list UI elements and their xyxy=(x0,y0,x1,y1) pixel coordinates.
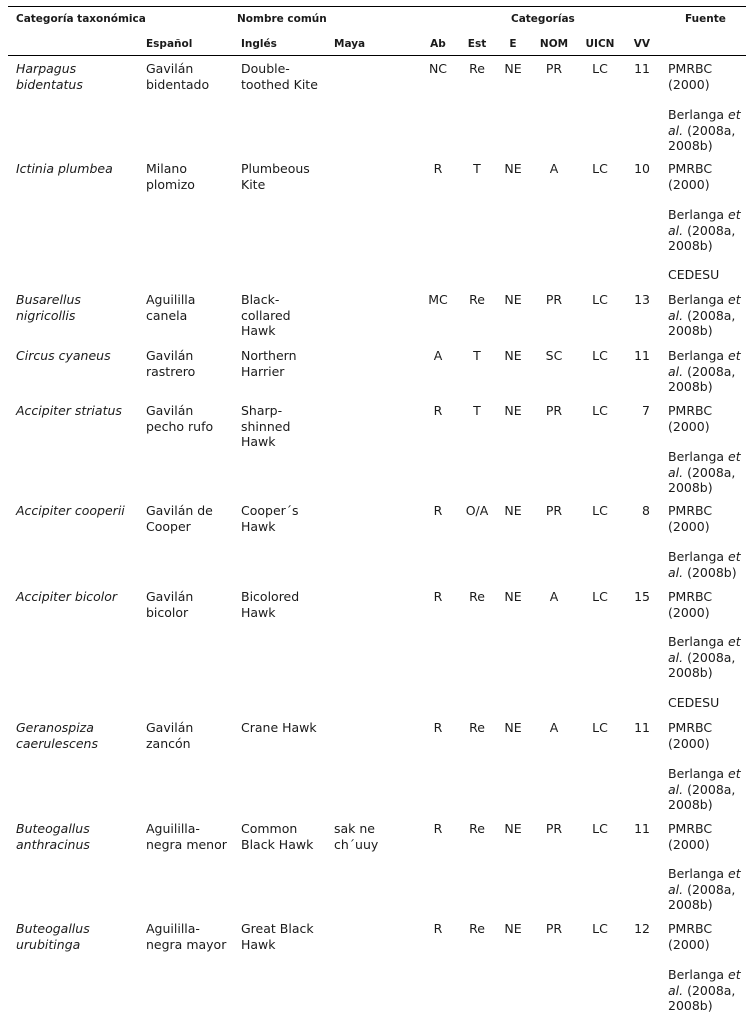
source-italic-text: al. xyxy=(668,564,684,580)
category-est: T xyxy=(473,348,481,363)
cell-line: pecho rufo xyxy=(146,418,214,434)
source-text: (2008a, xyxy=(683,781,736,797)
source-line xyxy=(668,419,712,435)
category-nom: SC xyxy=(545,348,563,363)
cell-line: Gavilán xyxy=(146,589,194,604)
english-name xyxy=(241,503,299,534)
english-name xyxy=(241,292,291,339)
cell-line: anthracinus xyxy=(16,836,90,852)
source-line xyxy=(668,782,741,798)
source-line xyxy=(668,348,741,364)
category-uicn: LC xyxy=(592,589,608,604)
cell-line: Buteogallus xyxy=(16,821,90,836)
header-english: Inglés xyxy=(241,38,277,50)
category-nom: A xyxy=(549,720,559,735)
source-reference xyxy=(668,61,712,92)
source-italic-text: et xyxy=(728,107,741,122)
spanish-name xyxy=(146,921,226,952)
cell-line: Buteogallus xyxy=(16,921,90,936)
cell-line: Hawk xyxy=(241,323,276,338)
header-e: E xyxy=(509,38,517,50)
category-uicn: LC xyxy=(592,821,608,836)
cell-line: ch´uuy xyxy=(334,836,379,852)
source-line xyxy=(668,549,741,565)
source-line xyxy=(668,465,741,481)
source-text: 2008b) xyxy=(668,379,713,394)
source-text: (2000) xyxy=(668,604,710,620)
source-text: (2000) xyxy=(668,518,710,534)
category-e: NE xyxy=(504,821,522,836)
source-line xyxy=(668,503,712,519)
category-e: NE xyxy=(504,403,522,418)
source-reference xyxy=(668,449,741,496)
source-text: Berlanga xyxy=(668,107,729,122)
category-vv: 11 xyxy=(634,348,650,363)
source-italic-text: et xyxy=(728,866,741,881)
cell-line: Hawk xyxy=(241,604,276,620)
source-line xyxy=(668,897,741,913)
category-uicn: LC xyxy=(592,292,608,307)
header-source: Fuente xyxy=(685,13,726,25)
category-est: Re xyxy=(469,720,485,735)
source-text: (2000) xyxy=(668,76,710,92)
source-italic-text: al. xyxy=(668,307,684,323)
source-line xyxy=(668,480,741,496)
cell-line: Harrier xyxy=(241,363,285,379)
cell-line: Sharp- xyxy=(241,403,283,418)
source-reference xyxy=(668,634,741,681)
species-name xyxy=(16,161,113,177)
spanish-name xyxy=(146,503,213,534)
cell-line: Bicolored xyxy=(241,589,300,604)
category-est: O/A xyxy=(465,503,489,518)
source-text: (2008b) xyxy=(683,564,737,580)
source-line xyxy=(668,736,712,752)
source-reference xyxy=(668,503,712,534)
source-text: 2008b) xyxy=(668,665,713,680)
species-name xyxy=(16,720,98,751)
source-text: (2008a, xyxy=(683,122,736,138)
header-spanish: Español xyxy=(146,38,193,50)
source-line xyxy=(668,882,741,898)
category-ab: R xyxy=(433,589,443,604)
source-text: Berlanga xyxy=(668,292,729,307)
category-ab: MC xyxy=(428,292,448,307)
source-line xyxy=(668,323,741,339)
source-text: Berlanga xyxy=(668,967,729,982)
species-name xyxy=(16,503,125,519)
category-uicn: LC xyxy=(592,921,608,936)
source-line xyxy=(668,161,712,177)
cell-line: Aguililla- xyxy=(146,921,200,936)
source-reference xyxy=(668,549,741,580)
header-ab: Ab xyxy=(430,38,446,50)
source-text: (2008a, xyxy=(683,982,736,998)
source-line xyxy=(668,766,741,782)
cell-line: Gavilán de xyxy=(146,503,213,518)
cell-line: bicolor xyxy=(146,604,189,620)
category-uicn: LC xyxy=(592,403,608,418)
source-line xyxy=(668,267,719,283)
source-text: PMRBC xyxy=(668,921,713,936)
category-ab: R xyxy=(433,921,443,936)
source-text: 2008b) xyxy=(668,480,713,495)
cell-line: Gavilán xyxy=(146,348,194,363)
source-reference xyxy=(668,921,712,952)
source-line xyxy=(668,998,741,1014)
cell-line: Northern xyxy=(241,348,297,363)
category-ab: R xyxy=(433,503,443,518)
header-vv: VV xyxy=(633,38,650,50)
source-line xyxy=(668,720,712,736)
source-line xyxy=(668,519,712,535)
source-line xyxy=(668,207,741,223)
header-common-name: Nombre común xyxy=(237,13,327,25)
spanish-name xyxy=(146,348,195,379)
source-italic-text: al. xyxy=(668,881,684,897)
category-uicn: LC xyxy=(592,503,608,518)
source-reference xyxy=(668,866,741,913)
source-text: CEDESU xyxy=(668,695,720,710)
source-line xyxy=(668,983,741,999)
category-vv: 11 xyxy=(634,821,650,836)
source-reference xyxy=(668,267,719,283)
cell-line: urubitinga xyxy=(16,936,81,952)
category-e: NE xyxy=(504,61,522,76)
english-name xyxy=(241,821,313,852)
spanish-name xyxy=(146,720,193,751)
cell-line: Geranospiza xyxy=(16,720,94,735)
cell-line: caerulescens xyxy=(16,735,98,751)
source-line xyxy=(668,379,741,395)
source-line xyxy=(668,308,741,324)
source-italic-text: al. xyxy=(668,982,684,998)
source-reference xyxy=(668,967,741,1014)
cell-line: negra menor xyxy=(146,836,227,852)
category-est: T xyxy=(473,403,481,418)
source-line xyxy=(668,967,741,983)
source-text: (2000) xyxy=(668,418,710,434)
source-line xyxy=(668,837,712,853)
source-italic-text: et xyxy=(728,634,741,649)
source-italic-text: al. xyxy=(668,122,684,138)
header-taxonomic-category: Categoría taxonómica xyxy=(16,13,146,25)
source-line xyxy=(668,650,741,666)
source-text: (2008a, xyxy=(683,881,736,897)
source-line xyxy=(668,77,712,93)
source-text: 2008b) xyxy=(668,897,713,912)
cell-line: Plumbeous xyxy=(241,161,310,176)
source-text: PMRBC xyxy=(668,403,713,418)
cell-line: bidentado xyxy=(146,76,210,92)
table-top-rule xyxy=(8,6,746,7)
spanish-name xyxy=(146,161,195,192)
species-name xyxy=(16,821,90,852)
species-name xyxy=(16,348,111,364)
category-nom: PR xyxy=(545,921,563,936)
category-ab: R xyxy=(433,403,443,418)
source-line xyxy=(668,364,741,380)
source-text: PMRBC xyxy=(668,720,713,735)
category-vv: 7 xyxy=(642,403,650,418)
cell-line: canela xyxy=(146,307,188,323)
cell-line: Kite xyxy=(241,176,266,192)
source-text: PMRBC xyxy=(668,821,713,836)
source-reference xyxy=(668,766,741,813)
category-e: NE xyxy=(504,161,522,176)
category-nom: PR xyxy=(545,403,563,418)
source-italic-text: al. xyxy=(668,363,684,379)
category-nom: A xyxy=(549,161,559,176)
cell-line: toothed Kite xyxy=(241,76,318,92)
category-est: Re xyxy=(469,61,485,76)
category-nom: PR xyxy=(545,61,563,76)
cell-line: Milano xyxy=(146,161,187,176)
source-line xyxy=(668,866,741,882)
source-reference xyxy=(668,821,712,852)
header-nom: NOM xyxy=(539,38,569,50)
category-nom: PR xyxy=(545,503,563,518)
cell-line: bidentatus xyxy=(16,76,83,92)
category-vv: 13 xyxy=(634,292,650,307)
source-line xyxy=(668,589,712,605)
species-name xyxy=(16,61,83,92)
category-uicn: LC xyxy=(592,348,608,363)
cell-line: Cooper xyxy=(146,518,191,534)
category-est: Re xyxy=(469,921,485,936)
category-ab: R xyxy=(433,720,443,735)
source-line xyxy=(668,797,741,813)
source-text: (2008a, xyxy=(683,464,736,480)
source-reference xyxy=(668,107,741,154)
category-vv: 15 xyxy=(634,589,650,604)
source-reference xyxy=(668,720,712,751)
source-text: 2008b) xyxy=(668,238,713,253)
source-italic-text: al. xyxy=(668,222,684,238)
cell-line: shinned xyxy=(241,418,291,434)
cell-line: rastrero xyxy=(146,363,196,379)
spanish-name xyxy=(146,589,193,620)
cell-line: Busarellus xyxy=(16,292,81,307)
english-name xyxy=(241,720,317,736)
source-line xyxy=(668,695,719,711)
source-italic-text: et xyxy=(728,292,741,307)
cell-line: Circus cyaneus xyxy=(16,348,111,363)
maya-name xyxy=(334,821,378,852)
cell-line: Double- xyxy=(241,61,290,76)
cell-line: Black- xyxy=(241,292,280,307)
cell-line: negra mayor xyxy=(146,936,227,952)
cell-line: Accipiter bicolor xyxy=(16,589,118,604)
cell-line: nigricollis xyxy=(16,307,76,323)
source-text: (2008a, xyxy=(683,307,736,323)
source-reference xyxy=(668,589,712,620)
category-e: NE xyxy=(504,503,522,518)
source-text: (2000) xyxy=(668,836,710,852)
english-name xyxy=(241,161,310,192)
source-text: PMRBC xyxy=(668,503,713,518)
cell-line: Hawk xyxy=(241,434,276,449)
english-name xyxy=(241,921,314,952)
category-vv: 10 xyxy=(634,161,650,176)
source-text: Berlanga xyxy=(668,348,729,363)
cell-line: Cooper´s xyxy=(241,503,299,518)
source-line xyxy=(668,61,712,77)
source-italic-text: al. xyxy=(668,781,684,797)
header-maya: Maya xyxy=(334,38,366,50)
source-text: Berlanga xyxy=(668,866,729,881)
source-line xyxy=(668,565,741,581)
spanish-name xyxy=(146,821,227,852)
cell-line: collared xyxy=(241,307,291,323)
cell-line: Harpagus xyxy=(16,61,77,76)
category-vv: 11 xyxy=(634,61,650,76)
category-e: NE xyxy=(504,921,522,936)
source-line xyxy=(668,605,712,621)
source-text: CEDESU xyxy=(668,267,720,282)
source-italic-text: al. xyxy=(668,464,684,480)
cell-line: Accipiter striatus xyxy=(16,403,122,418)
species-name xyxy=(16,292,81,323)
category-ab: R xyxy=(433,821,443,836)
source-line xyxy=(668,634,741,650)
header-est: Est xyxy=(467,38,487,50)
source-text: 2008b) xyxy=(668,998,713,1013)
category-e: NE xyxy=(504,720,522,735)
source-text: (2008a, xyxy=(683,649,736,665)
source-line xyxy=(668,821,712,837)
source-text: (2000) xyxy=(668,176,710,192)
english-name xyxy=(241,348,297,379)
source-line xyxy=(668,921,712,937)
source-text: (2000) xyxy=(668,936,710,952)
source-italic-text: et xyxy=(728,449,741,464)
source-italic-text: et xyxy=(728,967,741,982)
category-uicn: LC xyxy=(592,720,608,735)
source-text: 2008b) xyxy=(668,138,713,153)
source-line xyxy=(668,177,712,193)
english-name xyxy=(241,589,299,620)
species-name xyxy=(16,589,117,605)
cell-line: sak ne xyxy=(334,821,375,836)
category-uicn: LC xyxy=(592,61,608,76)
cell-line: Accipiter cooperii xyxy=(16,503,125,518)
source-text: PMRBC xyxy=(668,589,713,604)
category-est: Re xyxy=(469,821,485,836)
source-reference xyxy=(668,161,712,192)
source-reference xyxy=(668,695,719,711)
spanish-name xyxy=(146,403,213,434)
category-ab: NC xyxy=(428,61,448,76)
category-est: T xyxy=(473,161,481,176)
source-text: Berlanga xyxy=(668,766,729,781)
source-line xyxy=(668,138,741,154)
source-reference xyxy=(668,207,741,254)
cell-line: Common xyxy=(241,821,298,836)
source-italic-text: et xyxy=(728,549,741,564)
source-line xyxy=(668,449,741,465)
english-name xyxy=(241,403,290,450)
cell-line: Gavilán xyxy=(146,720,194,735)
source-italic-text: et xyxy=(728,348,741,363)
cell-line: Black Hawk xyxy=(241,836,314,852)
header-categories: Categorías xyxy=(511,13,575,25)
source-text: (2000) xyxy=(668,735,710,751)
source-line xyxy=(668,107,741,123)
cell-line: Great Black xyxy=(241,921,314,936)
source-text: Berlanga xyxy=(668,449,729,464)
category-nom: PR xyxy=(545,292,563,307)
source-text: Berlanga xyxy=(668,207,729,222)
category-uicn: LC xyxy=(592,161,608,176)
source-line xyxy=(668,223,741,239)
category-est: Re xyxy=(469,292,485,307)
category-e: NE xyxy=(504,348,522,363)
cell-line: zancón xyxy=(146,735,191,751)
spanish-name xyxy=(146,61,209,92)
source-italic-text: et xyxy=(728,207,741,222)
source-reference xyxy=(668,403,712,434)
source-line xyxy=(668,292,741,308)
source-text: Berlanga xyxy=(668,549,729,564)
source-text: 2008b) xyxy=(668,797,713,812)
cell-line: plomizo xyxy=(146,176,195,192)
source-reference xyxy=(668,348,741,395)
cell-line: Aguililla- xyxy=(146,821,200,836)
cell-line: Crane Hawk xyxy=(241,720,317,735)
source-line xyxy=(668,665,741,681)
source-text: Berlanga xyxy=(668,634,729,649)
category-vv: 8 xyxy=(642,503,650,518)
category-e: NE xyxy=(504,589,522,604)
cell-line: Hawk xyxy=(241,518,276,534)
source-reference xyxy=(668,292,741,339)
source-italic-text: et xyxy=(728,766,741,781)
header-uicn: UICN xyxy=(585,38,615,50)
spanish-name xyxy=(146,292,195,323)
category-ab: A xyxy=(433,348,443,363)
source-text: 2008b) xyxy=(668,323,713,338)
category-vv: 12 xyxy=(634,921,650,936)
english-name xyxy=(241,61,318,92)
header-bottom-rule xyxy=(8,55,746,56)
cell-line: Ictinia plumbea xyxy=(16,161,113,176)
category-est: Re xyxy=(469,589,485,604)
source-text: PMRBC xyxy=(668,61,713,76)
category-nom: PR xyxy=(545,821,563,836)
category-e: NE xyxy=(504,292,522,307)
source-italic-text: al. xyxy=(668,649,684,665)
source-line xyxy=(668,403,712,419)
cell-line: Hawk xyxy=(241,936,276,952)
source-line xyxy=(668,123,741,139)
source-text: (2008a, xyxy=(683,363,736,379)
category-vv: 11 xyxy=(634,720,650,735)
cell-line: Gavilán xyxy=(146,403,194,418)
category-ab: R xyxy=(433,161,443,176)
cell-line: Gavilán xyxy=(146,61,194,76)
category-nom: A xyxy=(549,589,559,604)
source-text: (2008a, xyxy=(683,222,736,238)
species-name xyxy=(16,921,90,952)
source-text: PMRBC xyxy=(668,161,713,176)
species-name xyxy=(16,403,122,419)
source-line xyxy=(668,238,741,254)
cell-line: Aguililla xyxy=(146,292,196,307)
source-line xyxy=(668,937,712,953)
